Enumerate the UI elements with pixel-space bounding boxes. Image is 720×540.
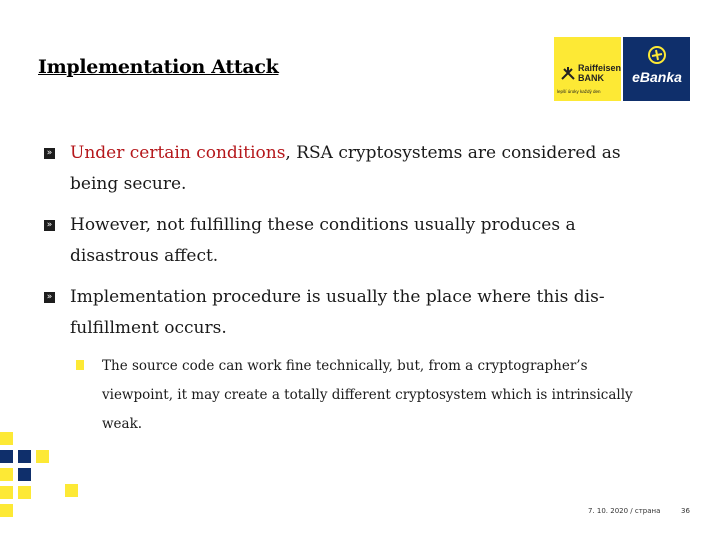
bullet-highlight: Under certain conditions — [70, 143, 286, 163]
bullet-text: , RSA cryptosystems are considered as being secure. — [70, 143, 621, 194]
deco-square — [18, 450, 31, 463]
bullet-item — [44, 138, 644, 200]
raiffeisen-name-line1: Raiffeisen — [578, 63, 622, 73]
bullet-list — [44, 138, 644, 439]
deco-square — [18, 468, 31, 481]
bullet-text: However, not fulfilling these conditions usually produces a disastrous affect. — [70, 215, 576, 266]
deco-square — [18, 486, 31, 499]
deco-square — [0, 468, 13, 481]
ebanka-emblem-icon — [647, 45, 667, 65]
raiffeisen-logo — [554, 37, 621, 101]
footer-date: 7. 10. 2020 / страна — [588, 507, 661, 515]
bullet-item — [44, 210, 644, 272]
deco-square — [0, 486, 13, 499]
bullet-arrow-icon: » — [44, 148, 55, 159]
deco-square — [65, 484, 78, 497]
sub-bullet-item — [102, 352, 642, 439]
bullet-item — [44, 282, 644, 344]
slide-title: Implementation Attack — [38, 56, 279, 78]
bank-logo — [554, 37, 690, 101]
ebanka-name: eBanka — [632, 69, 682, 85]
deco-square — [0, 432, 13, 445]
deco-square — [0, 504, 13, 517]
bullet-arrow-icon: » — [44, 292, 55, 303]
bullet-arrow-icon: » — [44, 220, 55, 231]
raiffeisen-tagline: lepší úroky každý den — [557, 89, 601, 94]
raiffeisen-cross-icon — [560, 65, 576, 81]
bullet-text: Implementation procedure is usually the place where this dis-fulfillment occurs. — [70, 287, 605, 338]
page-number: 36 — [681, 507, 690, 515]
sub-bullet-text: The source code can work fine technically, but, from a cryptographer’s viewpoint, it may create a totally different cryptosystem which is intrinsically weak. — [102, 358, 633, 432]
decorative-squares — [0, 428, 90, 528]
raiffeisen-name — [578, 63, 621, 83]
ebanka-logo — [623, 37, 690, 101]
raiffeisen-name-line2: BANK — [578, 73, 604, 83]
sub-bullet-square-icon — [76, 360, 84, 370]
deco-square — [36, 450, 49, 463]
deco-square — [0, 450, 13, 463]
